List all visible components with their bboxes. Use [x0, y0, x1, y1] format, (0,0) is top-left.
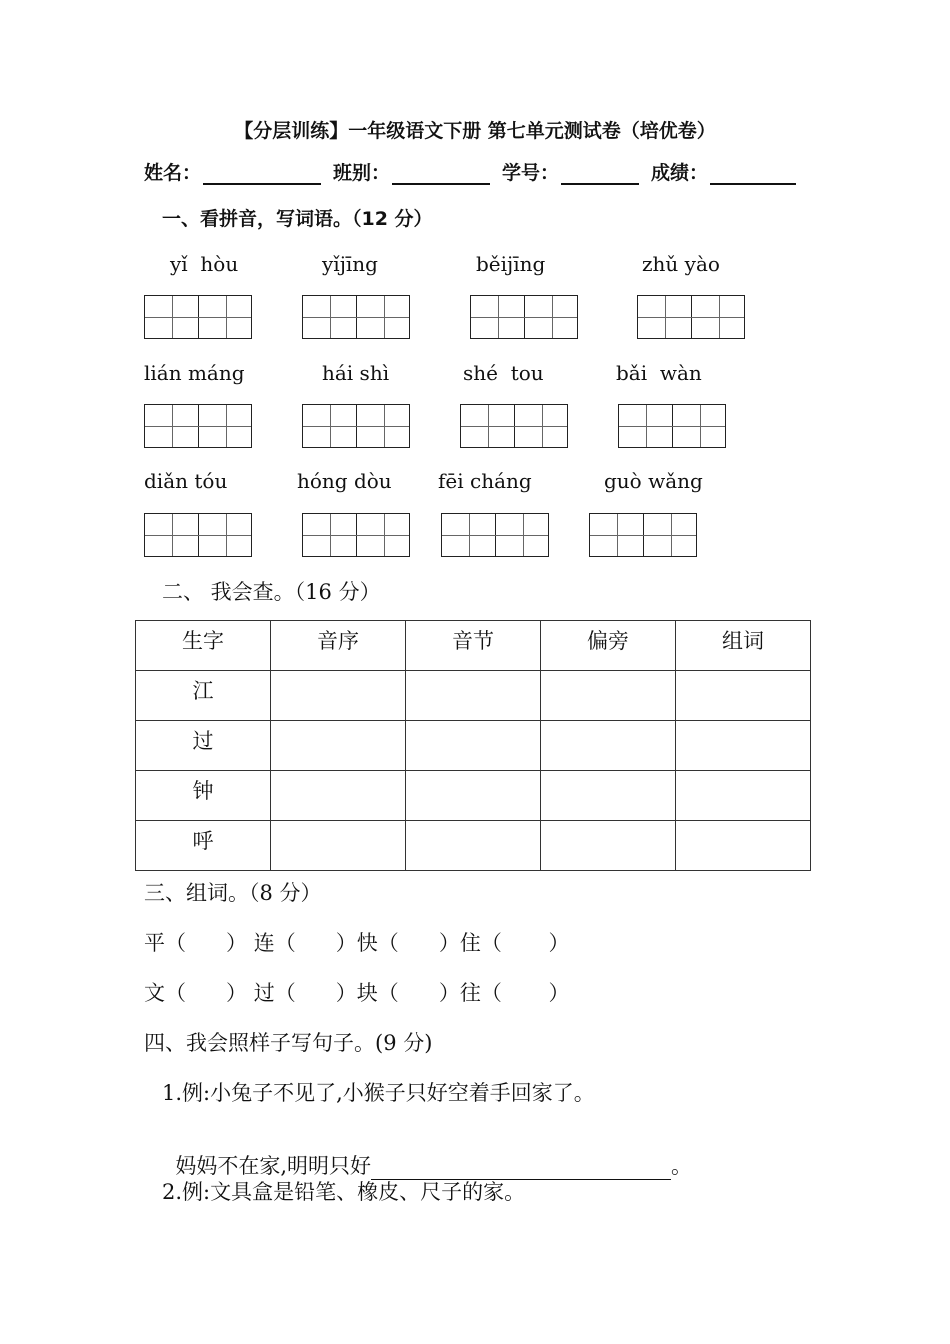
pinyin-label: shé tou — [463, 361, 544, 385]
char-cell: 江 — [136, 671, 271, 721]
table-header: 偏旁 — [541, 621, 676, 671]
section-1-heading: 一、看拼音，写词语。（12 分） — [162, 208, 433, 230]
question-end: 。 — [671, 1154, 693, 1178]
answer-cell[interactable] — [271, 821, 406, 871]
pinyin-label: běijīng — [476, 252, 546, 276]
answer-cell[interactable] — [676, 721, 811, 771]
section-3-heading: 三、组词。（8 分） — [144, 881, 322, 905]
pinyin-label: hóng dòu — [297, 469, 392, 493]
pinyin-label: fēi cháng — [438, 469, 532, 493]
writing-box[interactable] — [460, 404, 568, 448]
table-header: 组词 — [676, 621, 811, 671]
answer-cell[interactable] — [271, 671, 406, 721]
student-info — [144, 158, 808, 185]
writing-box[interactable] — [637, 295, 745, 339]
table-header-row — [136, 621, 811, 671]
answer-cell[interactable] — [406, 671, 541, 721]
writing-box[interactable] — [302, 513, 410, 557]
answer-cell[interactable] — [541, 821, 676, 871]
table-row — [136, 721, 811, 771]
writing-box[interactable] — [618, 404, 726, 448]
example-sentence: 1.例:小兔子不见了,小猴子只好空着手回家了。 — [162, 1081, 595, 1105]
table-header: 音节 — [406, 621, 541, 671]
class-blank[interactable] — [392, 161, 490, 185]
pinyin-label: yǐjīng — [322, 252, 378, 276]
table-row — [136, 671, 811, 721]
question-sentence — [162, 1126, 692, 1180]
answer-cell[interactable] — [406, 771, 541, 821]
example-sentence: 2.例:文具盒是铅笔、橡皮、尺子的家。 — [162, 1180, 526, 1204]
pinyin-label: bǎi wàn — [616, 361, 702, 385]
score-blank[interactable] — [710, 161, 796, 185]
writing-box[interactable] — [302, 295, 410, 339]
pinyin-label: yǐ hòu — [170, 252, 239, 276]
writing-box[interactable] — [470, 295, 578, 339]
char-cell: 呼 — [136, 821, 271, 871]
answer-cell[interactable] — [541, 771, 676, 821]
char-cell: 钟 — [136, 771, 271, 821]
writing-box[interactable] — [441, 513, 549, 557]
answer-cell[interactable] — [541, 671, 676, 721]
section-4-heading: 四、我会照样子写句子。(9 分) — [144, 1031, 433, 1055]
page-title: 【分层训练】一年级语文下册 第七单元测试卷（培优卷） — [234, 120, 716, 142]
writing-box[interactable] — [144, 513, 252, 557]
answer-cell[interactable] — [406, 721, 541, 771]
pinyin-label: guò wǎng — [604, 469, 703, 493]
section-2-heading: 二、 我会查。（16 分） — [162, 580, 381, 604]
table-row — [136, 821, 811, 871]
pinyin-label: lián máng — [144, 361, 245, 385]
writing-box[interactable] — [144, 295, 252, 339]
writing-box[interactable] — [302, 404, 410, 448]
pinyin-label: hái shì — [322, 361, 390, 385]
answer-cell[interactable] — [676, 771, 811, 821]
lookup-table — [135, 620, 811, 871]
pinyin-label: zhǔ yào — [642, 252, 720, 276]
class-label: 班别： — [333, 162, 391, 184]
answer-cell[interactable] — [271, 771, 406, 821]
writing-box[interactable] — [144, 404, 252, 448]
answer-cell[interactable] — [271, 721, 406, 771]
writing-box[interactable] — [589, 513, 697, 557]
answer-cell[interactable] — [676, 821, 811, 871]
name-blank[interactable] — [203, 161, 321, 185]
pinyin-label: diǎn tóu — [144, 469, 228, 493]
char-cell: 过 — [136, 721, 271, 771]
score-label: 成绩： — [651, 162, 709, 184]
answer-cell[interactable] — [676, 671, 811, 721]
name-label: 姓名： — [144, 162, 202, 184]
number-blank[interactable] — [561, 161, 639, 185]
table-header: 生字 — [136, 621, 271, 671]
number-label: 学号： — [502, 162, 560, 184]
answer-cell[interactable] — [541, 721, 676, 771]
answer-cell[interactable] — [406, 821, 541, 871]
word-group-row: 文（ ） 过（ ）块（ ）往（ ） — [144, 981, 570, 1005]
table-header: 音序 — [271, 621, 406, 671]
question-text: 妈妈不在家,明明只好 — [175, 1154, 372, 1178]
table-row — [136, 771, 811, 821]
word-group-row: 平（ ） 连（ ）快（ ）住（ ） — [144, 931, 570, 955]
